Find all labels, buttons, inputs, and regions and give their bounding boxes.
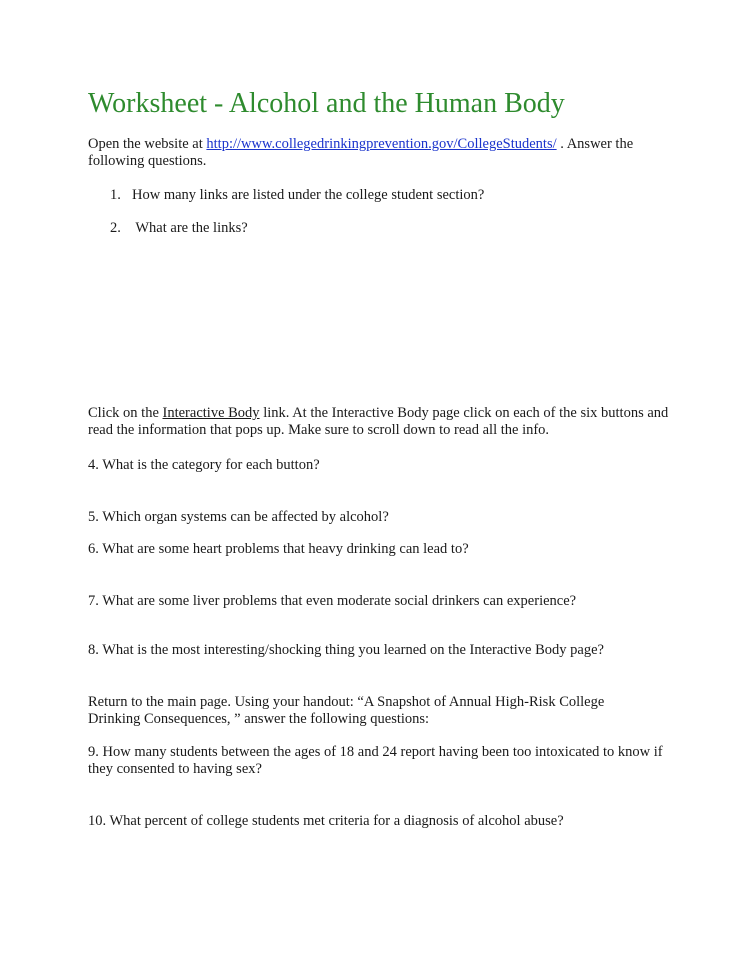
list-item bbox=[110, 220, 248, 237]
return-paragraph: Return to the main page. Using your handout: “A Snapshot of Annual High-Risk College Drinking Consequences, ” answer the following questions: bbox=[88, 694, 605, 727]
question-10: 10. What percent of college students met criteria for a diagnosis of alcohol abuse? bbox=[88, 813, 564, 829]
college-students-link[interactable]: http://www.collegedrinkingprevention.gov/CollegeStudents/ bbox=[206, 136, 557, 152]
interactive-body-link[interactable]: Interactive Body bbox=[162, 405, 260, 421]
list-number: 2. bbox=[110, 220, 121, 236]
question-9: 9. How many students between the ages of 18 and 24 report having been too intoxicated to know if they consented to having sex? bbox=[88, 744, 663, 777]
intro-text-before: Open the website at bbox=[88, 136, 207, 152]
click-text-before: Click on the bbox=[88, 405, 163, 421]
click-text-after: link. At the Interactive Body page click on each of the six buttons and read the information that pops up. Make sure to scroll down to read all the info. bbox=[88, 405, 669, 438]
question-text: What are the links? bbox=[132, 220, 248, 236]
intro-paragraph bbox=[88, 136, 668, 170]
list-number: 1. bbox=[110, 187, 121, 203]
question-7: 7. What are some liver problems that even moderate social drinkers can experience? bbox=[88, 593, 577, 609]
question-8: 8. What is the most interesting/shocking thing you learned on the Interactive Body page? bbox=[88, 642, 604, 658]
instructions-paragraph bbox=[88, 405, 688, 439]
question-text: How many links are listed under the college student section? bbox=[132, 187, 485, 203]
intro-text-after: . Answer the following questions. bbox=[88, 136, 634, 169]
page-title: Worksheet - Alcohol and the Human Body bbox=[88, 88, 565, 119]
question-6: 6. What are some heart problems that heavy drinking can lead to? bbox=[88, 541, 469, 557]
question-5: 5. Which organ systems can be affected by alcohol? bbox=[88, 509, 389, 525]
list-item bbox=[110, 187, 484, 204]
question-4: 4. What is the category for each button? bbox=[88, 457, 320, 473]
